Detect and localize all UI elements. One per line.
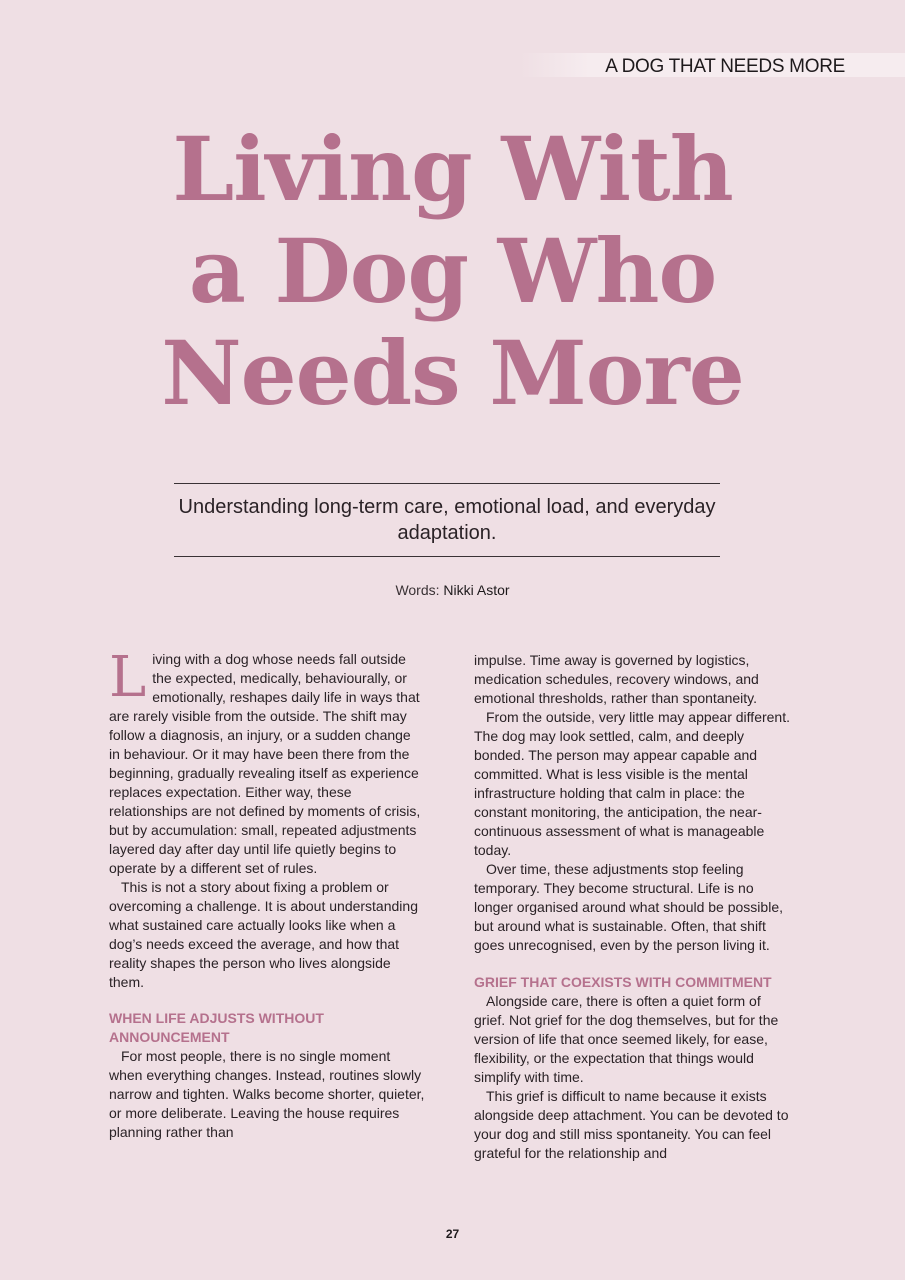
article-paragraph — [109, 645, 425, 878]
headline-line-1: Living With — [172, 117, 733, 221]
headline — [0, 118, 905, 424]
standfirst-bottom-rule — [174, 556, 720, 557]
article-column-right — [474, 651, 790, 1163]
section-tag — [520, 53, 905, 77]
article-paragraph: Alongside care, there is often a quiet form of grief. Not grief for the dog themselves, but for the version of life that once seemed likely, for ease, flexibility, or the expectation that things would simplify with time. — [474, 993, 779, 1085]
byline — [0, 582, 905, 598]
subheading-life-adjusts: WHEN LIFE ADJUSTS WITHOUT ANNOUNCEMENT — [109, 1010, 324, 1045]
subheading-grief: GRIEF THAT COEXISTS WITH COMMITMENT — [474, 974, 772, 990]
standfirst-top-rule — [174, 483, 720, 484]
page-number: 27 — [445, 1227, 460, 1241]
article-paragraph-text: iving with a dog whose needs fall outside the expected, medically, behaviourally, or emotionally, reshapes daily life in ways that are rarely visible from the outside. The shift may follow a diagnosis, an injury, or a sudden change in behaviour. Or it may have been there from the beginning, gradually revealing itself as experience replaces expectation. Either way, these relationships are not defined by moments of crisis, but by accumulation: small, repeated adjustments layered day after day until life quietly begins to operate by a different set of rules. — [109, 651, 421, 876]
article-paragraph-continued: impulse. Time away is governed by logistics, medication schedules, recovery windows, and emotional thresholds, rather than spontaneity. — [474, 652, 759, 706]
article-paragraph: From the outside, very little may appear different. The dog may look settled, calm, and deeply bonded. The person may appear capable and committed. What is less visible is the mental infrastructure holding that calm in place: the constant monitoring, the anticipation, the near-continuous assessment of what is manageable today. — [474, 709, 790, 858]
byline-author: Nikki Astor — [443, 582, 510, 598]
section-tag-label: A DOG THAT NEEDS MORE — [605, 56, 845, 77]
standfirst: Understanding long-term care, emotional load, and everyday adaptation. — [178, 496, 716, 544]
article-paragraph: For most people, there is no single moment when everything changes. Instead, routines slowly narrow and tighten. Walks become shorter, quieter, or more deliberate. Leaving the house requires planning rather than — [109, 1048, 425, 1140]
byline-label: Words: — [395, 582, 440, 598]
drop-cap: L — [109, 645, 147, 710]
headline-line-3: Needs More — [161, 321, 744, 425]
article-paragraph: This grief is difficult to name because it exists alongside deep attachment. You can be devoted to your dog and still miss spontaneity. You can feel grateful for the relationship and — [474, 1088, 789, 1161]
article-column-left — [109, 645, 425, 1142]
headline-line-2: a Dog Who — [188, 219, 717, 323]
article-paragraph: Over time, these adjustments stop feeling temporary. They become structural. Life is no longer organised around what should be possible, but around what is sustainable. Often, that shift goes unrecognised, even by the person living it. — [474, 861, 783, 953]
article-paragraph: This is not a story about fixing a problem or overcoming a challenge. It is about understanding what sustained care actually looks like when a dog’s needs exceed the average, and how that reality shapes the person who lives alongside them. — [109, 879, 418, 990]
